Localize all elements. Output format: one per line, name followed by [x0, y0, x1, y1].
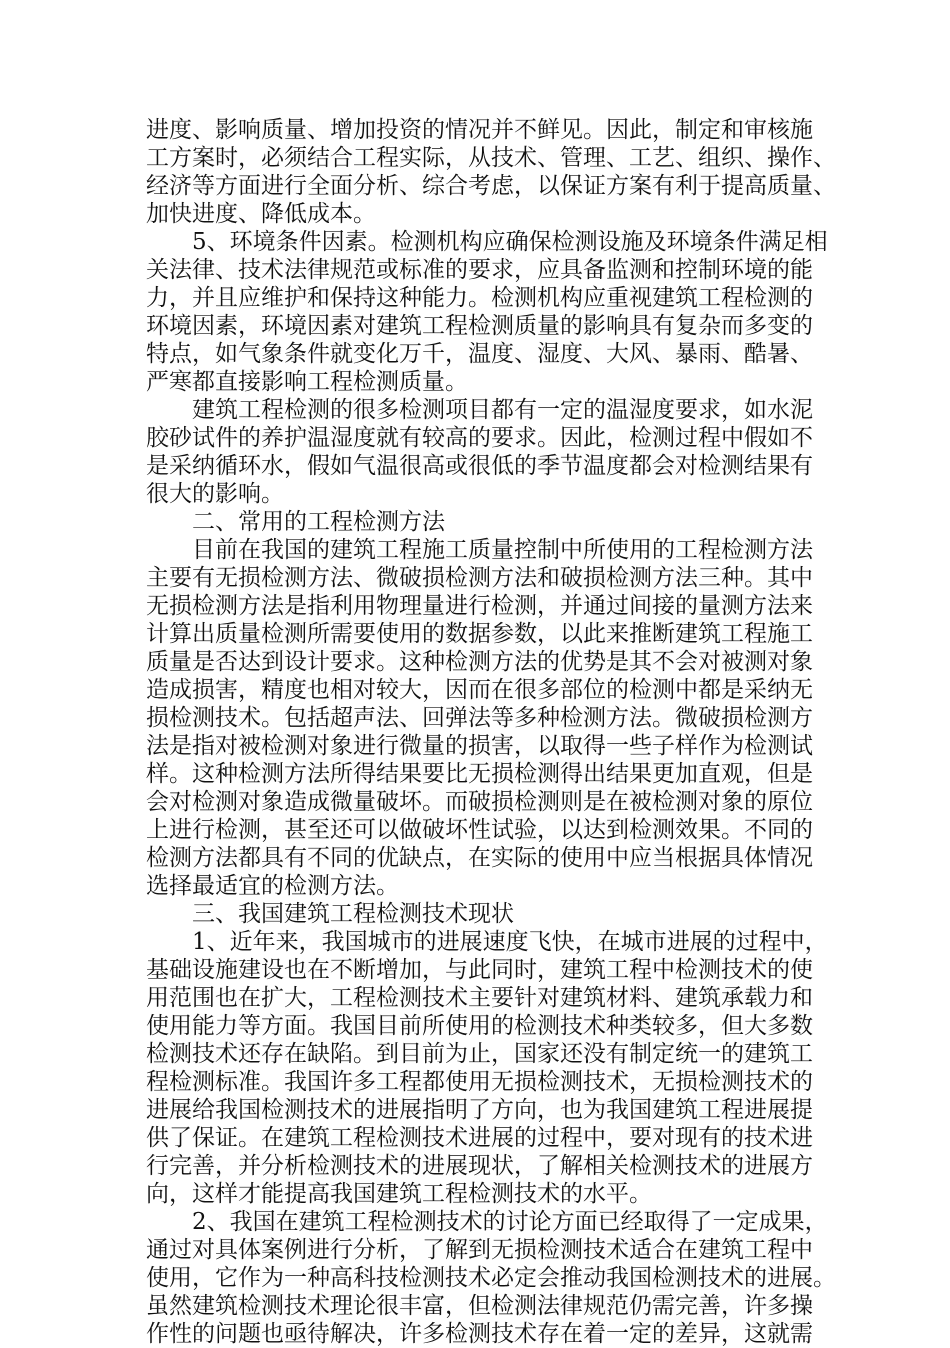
text-line: 质量是否达到设计要求。这种检测方法的优势是其不会对被测对象: [146, 649, 813, 675]
text-line: 供了保证。在建筑工程检测技术进展的过程中，要对现有的技术进: [146, 1125, 813, 1151]
text-line: 目前在我国的建筑工程施工质量控制中所使用的工程检测方法: [192, 537, 813, 563]
text-line: 进度、影响质量、增加投资的情况并不鲜见。因此，制定和审核施: [146, 117, 813, 143]
text-line: 检测技术还存在缺陷。到目前为止，国家还没有制定统一的建筑工: [146, 1041, 813, 1067]
text-line: 胶砂试件的养护温湿度就有较高的要求。因此，检测过程中假如不: [146, 425, 813, 451]
text-line: 无损检测方法是指利用物理量进行检测，并通过间接的量测方法来: [146, 593, 813, 619]
paragraph: [146, 396, 813, 508]
paragraph: [146, 1208, 836, 1348]
paragraph: [146, 536, 813, 900]
text-line: 损检测技术。包括超声法、回弹法等多种检测方法。微破损检测方: [146, 705, 813, 731]
text-line: 使用能力等方面。我国目前所使用的检测技术种类较多，但大多数: [146, 1013, 813, 1039]
text-line: 工方案时，必须结合工程实际，从技术、管理、工艺、组织、操作、: [146, 145, 836, 171]
paragraph: [146, 116, 836, 228]
text-line: 会对检测对象造成微量破坏。而破损检测则是在被检测对象的原位: [146, 789, 813, 815]
text-line: 很大的影响。: [146, 481, 284, 507]
text-line: 检测方法都具有不同的优缺点，在实际的使用中应当根据具体情况: [146, 845, 813, 871]
text-line: 计算出质量检测所需要使用的数据参数，以此来推断建筑工程施工: [146, 621, 813, 647]
text-line: 使用，它作为一种高科技检测技术必定会推动我国检测技术的进展。: [146, 1265, 836, 1291]
text-line: 选择最适宜的检测方法。: [146, 873, 399, 899]
text-line: 行完善，并分析检测技术的进展现状，了解相关检测技术的进展方: [146, 1153, 813, 1179]
paragraph: [146, 228, 828, 396]
text-line: 程检测标准。我国许多工程都使用无损检测技术，无损检测技术的: [146, 1069, 813, 1095]
text-line: 向，这样才能提高我国建筑工程检测技术的水平。: [146, 1181, 652, 1207]
text-line: 样。这种检测方法所得结果要比无损检测得出结果更加直观，但是: [146, 761, 813, 787]
text-line: 通过对具体案例进行分析，了解到无损检测技术适合在建筑工程中: [146, 1237, 813, 1263]
text-line: 二、常用的工程检测方法: [192, 509, 445, 535]
text-line: 关法律、技术法律规范或标准的要求，应具备监测和控制环境的能: [146, 257, 813, 283]
text-line: 造成损害，精度也相对较大，因而在很多部位的检测中都是采纳无: [146, 677, 813, 703]
text-line: 经济等方面进行全面分析、综合考虑，以保证方案有利于提高质量、: [146, 173, 836, 199]
text-line: 2、我国在建筑工程检测技术的讨论方面已经取得了一定成果，: [192, 1209, 828, 1235]
text-line: 进展给我国检测技术的进展指明了方向，也为我国建筑工程进展提: [146, 1097, 813, 1123]
text-line: 特点，如气象条件就变化万千，温度、湿度、大风、暴雨、酷暑、: [146, 341, 813, 367]
text-line: 三、我国建筑工程检测技术现状: [192, 901, 514, 927]
text-line: 力，并且应维护和保持这种能力。检测机构应重视建筑工程检测的: [146, 285, 813, 311]
text-line: 上进行检测，甚至还可以做破坏性试验，以达到检测效果。不同的: [146, 817, 813, 843]
paragraph: [146, 928, 828, 1208]
text-line: 环境因素，环境因素对建筑工程检测质量的影响具有复杂而多变的: [146, 313, 813, 339]
text-line: 用范围也在扩大，工程检测技术主要针对建筑材料、建筑承载力和: [146, 985, 813, 1011]
text-line: 法是指对被检测对象进行微量的损害，以取得一些子样作为检测试: [146, 733, 813, 759]
paragraph: [146, 508, 813, 536]
paragraph: [146, 900, 813, 928]
text-line: 5、环境条件因素。检测机构应确保检测设施及环境条件满足相: [192, 229, 828, 255]
text-line: 加快进度、降低成本。: [146, 201, 376, 227]
text-line: 主要有无损检测方法、微破损检测方法和破损检测方法三种。其中: [146, 565, 813, 591]
document-page: [146, 116, 836, 1348]
text-line: 建筑工程检测的很多检测项目都有一定的温湿度要求，如水泥: [192, 397, 813, 423]
text-line: 虽然建筑检测技术理论很丰富，但检测法律规范仍需完善，许多操: [146, 1293, 813, 1319]
text-line: 是采纳循环水，假如气温很高或很低的季节温度都会对检测结果有: [146, 453, 813, 479]
text-line: 作性的问题也亟待解决，许多检测技术存在着一定的差异，这就需: [146, 1321, 813, 1347]
text-line: 1、近年来，我国城市的进展速度飞快，在城市进展的过程中，: [192, 929, 828, 955]
text-line: 基础设施建设也在不断增加，与此同时，建筑工程中检测技术的使: [146, 957, 813, 983]
text-line: 严寒都直接影响工程检测质量。: [146, 369, 468, 395]
